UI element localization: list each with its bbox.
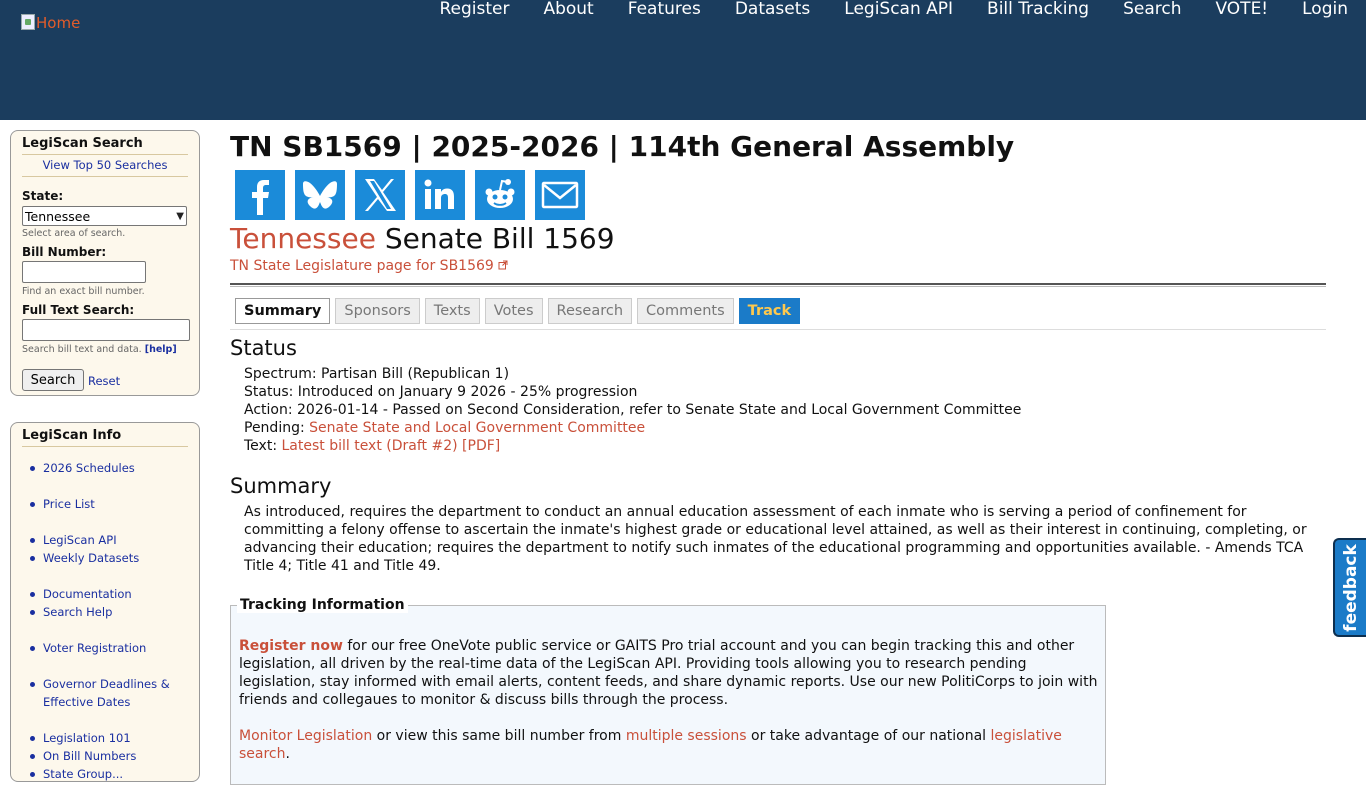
- text-label: Text:: [244, 438, 278, 454]
- tab-votes[interactable]: Votes: [485, 298, 543, 324]
- register-now-link[interactable]: Register now: [239, 638, 343, 654]
- tracking-text-c: .: [285, 746, 290, 762]
- tracking-legend: Tracking Information: [237, 597, 408, 613]
- tabs-divider: [230, 329, 1326, 330]
- status-row: [244, 383, 1021, 401]
- state-hint: Select area of search.: [22, 228, 126, 239]
- pending-row: [244, 419, 1021, 437]
- bill-number-input[interactable]: [22, 261, 146, 283]
- full-text-input[interactable]: [22, 319, 190, 341]
- status-heading: Status: [230, 336, 297, 360]
- help-link[interactable]: [help]: [144, 344, 177, 355]
- info-link-weekly-datasets[interactable]: Weekly Datasets: [43, 549, 170, 567]
- nav-datasets[interactable]: Datasets: [734, 0, 811, 19]
- info-link-legiscan-api[interactable]: LegiScan API: [43, 531, 170, 549]
- share-buttons: [235, 170, 585, 220]
- facebook-icon: [240, 175, 280, 215]
- spectrum-label: Spectrum:: [244, 366, 317, 382]
- monitor-legislation-link[interactable]: Monitor Legislation: [239, 728, 373, 744]
- info-link-on-bill-numbers[interactable]: On Bill Numbers: [43, 747, 170, 765]
- state-select[interactable]: [22, 206, 187, 226]
- action-label: Action:: [244, 402, 293, 418]
- info-box-title: LegiScan Info: [22, 428, 188, 447]
- tracking-text-a: or view this same bill number from: [372, 728, 626, 744]
- info-link-voter-registration[interactable]: Voter Registration: [43, 639, 170, 657]
- chevron-down-icon: ▼: [176, 210, 184, 222]
- tracking-paragraph-2: [239, 727, 1099, 763]
- tab-research[interactable]: Research: [548, 298, 633, 324]
- external-link-icon: [498, 260, 508, 270]
- page-title: TN SB1569 | 2025-2026 | 114th General Assembly: [230, 130, 1015, 163]
- tab-track[interactable]: Track: [739, 298, 800, 324]
- top-50-searches-link[interactable]: View Top 50 Searches: [22, 158, 188, 177]
- linkedin-share-button[interactable]: [415, 170, 465, 220]
- summary-heading: Summary: [230, 474, 332, 498]
- x-share-button[interactable]: [355, 170, 405, 220]
- nav-vote[interactable]: VOTE!: [1215, 0, 1269, 19]
- nav-register[interactable]: Register: [439, 0, 510, 19]
- info-link-effective-dates[interactable]: Effective Dates: [43, 695, 131, 709]
- tab-texts[interactable]: Texts: [425, 298, 480, 324]
- state-legislature-link-text: TN State Legislature page for SB1569: [230, 258, 494, 274]
- info-link-search-help[interactable]: Search Help: [43, 603, 170, 621]
- tab-comments[interactable]: Comments: [637, 298, 734, 324]
- tracking-information-box: [230, 597, 1106, 785]
- full-text-label: Full Text Search:: [22, 303, 135, 317]
- home-logo-alt: Home: [36, 14, 81, 32]
- nav-login[interactable]: Login: [1302, 0, 1348, 19]
- action-row: [244, 401, 1021, 419]
- tab-summary[interactable]: Summary: [235, 298, 330, 324]
- x-icon: [360, 175, 400, 215]
- bluesky-icon: [300, 175, 340, 215]
- info-link-documentation[interactable]: Documentation: [43, 585, 170, 603]
- summary-text: As introduced, requires the department to conduct an annual education assessment of each inmate who is serving a period of confinement for committing a felony offense to ascertain the inmate's highest grade or educational level attained, as well as their interest in continuing, completing, or advancing their education; requires the department to notify such inmates of the educational programming and opportunities available. - Amends TCA Title 4; Title 41 and Title 49.: [244, 504, 1307, 574]
- tab-sponsors[interactable]: Sponsors: [335, 298, 419, 324]
- tracking-text-b: or take advantage of our national: [746, 728, 991, 744]
- bill-heading: [230, 222, 615, 255]
- pending-committee-link[interactable]: Senate State and Local Government Committee: [309, 420, 646, 436]
- email-share-button[interactable]: [535, 170, 585, 220]
- heading-divider: [230, 283, 1326, 287]
- multiple-sessions-link[interactable]: multiple sessions: [625, 728, 747, 744]
- feedback-label: feedback: [1340, 543, 1361, 632]
- bill-tabs: [235, 298, 800, 324]
- status-value: Introduced on January 9 2026 - 25% progression: [297, 384, 638, 400]
- reddit-icon: [480, 175, 520, 215]
- reddit-share-button[interactable]: [475, 170, 525, 220]
- status-label: Status:: [244, 384, 294, 400]
- state-select-value: Tennessee: [25, 208, 91, 224]
- bluesky-share-button[interactable]: [295, 170, 345, 220]
- broken-image-icon: [21, 14, 35, 30]
- feedback-tab[interactable]: [1333, 538, 1366, 637]
- full-text-hint: [22, 344, 177, 355]
- legiscan-info-box: [10, 422, 200, 782]
- email-icon: [540, 175, 580, 215]
- state-legislature-link[interactable]: [230, 258, 508, 274]
- linkedin-icon: [420, 175, 460, 215]
- info-links-list: [43, 459, 170, 783]
- spectrum-row: [244, 365, 1021, 383]
- search-button[interactable]: Search: [22, 369, 84, 391]
- nav-search[interactable]: Search: [1123, 0, 1182, 19]
- latest-bill-text-link[interactable]: Latest bill text (Draft #2) [PDF]: [281, 438, 501, 454]
- bill-number-label: Bill Number:: [22, 245, 107, 259]
- site-header: [0, 0, 1366, 120]
- info-link-2026-schedules[interactable]: 2026 Schedules: [43, 459, 170, 477]
- nav-bill-tracking[interactable]: Bill Tracking: [987, 0, 1090, 19]
- reset-link[interactable]: Reset: [88, 374, 121, 388]
- nav-legiscan-api[interactable]: LegiScan API: [844, 0, 954, 19]
- info-link-legislation-101[interactable]: Legislation 101: [43, 729, 170, 747]
- pending-label: Pending:: [244, 420, 305, 436]
- text-row: [244, 437, 1021, 455]
- legislative-search-link[interactable]: legislative search: [239, 728, 1062, 762]
- tracking-paragraph-1: [239, 637, 1099, 709]
- action-value: 2026-01-14 - Passed on Second Consideration, refer to Senate State and Local Government Committee: [297, 402, 1022, 418]
- legiscan-search-box: [10, 130, 200, 396]
- facebook-share-button[interactable]: [235, 170, 285, 220]
- spectrum-value: Partisan Bill (Republican 1): [321, 366, 510, 382]
- full-text-hint-text: Search bill text and data.: [22, 344, 142, 355]
- nav-features[interactable]: Features: [627, 0, 701, 19]
- bill-heading-rest: Senate Bill 1569: [384, 222, 615, 255]
- status-details: [244, 365, 1021, 455]
- nav-about[interactable]: About: [543, 0, 594, 19]
- search-box-title: LegiScan Search: [22, 136, 188, 155]
- home-logo-link[interactable]: [21, 14, 80, 32]
- info-link-state-group[interactable]: State Group...: [43, 765, 170, 783]
- info-link-governor-deadlines[interactable]: Governor Deadlines &: [43, 677, 170, 691]
- top-nav: [422, 0, 1366, 22]
- state-label: State:: [22, 189, 64, 203]
- info-link-price-list[interactable]: Price List: [43, 495, 170, 513]
- bill-number-hint: Find an exact bill number.: [22, 286, 145, 297]
- tracking-paragraph-1-text: for our free OneVote public service or GAITS Pro trial account and you can begin tracking this and other legislation, all driven by the real-time data of the LegiScan API. Providing tools allowing you to research pending legislation, stay informed with email alerts, content feeds, and share dynamic reports. Use our new PolitiCorps to join with friends and collegaues to monitor & discuss bills through the process.: [239, 638, 1098, 708]
- bill-heading-state: Tennessee: [230, 222, 376, 255]
